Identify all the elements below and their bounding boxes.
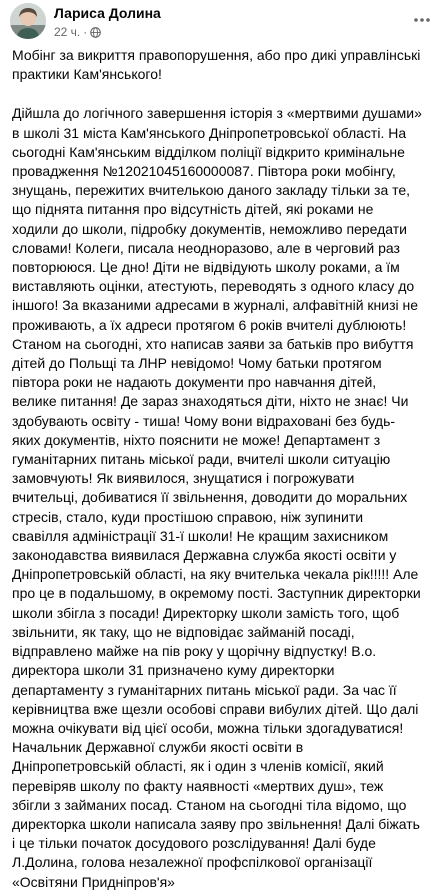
post-main-text: Дійшла до логічного завершення історія з «мертвими душами» в школі 31 міста Кам'янського Дніпропетровської області. На сьогодні Кам'янським відділком поліції відкрито кримінальне провадження №12021045160000087. Півтора роки мобінгу, знущань, пережитих вчителькою даного закладу тільки за те, що піднята питання про відсутність дітей, які роками не ходили до школи, підробку документів, неможливо передати словами! Колеги, писала неодноразово, але в черговий раз повторююся. Це дно! Діти не відвідують школу роками, а їм виставляють оцінки, атестують, переводять з одного класу до іншого! За вказаними адресами в журналі, алфавітній книзі не проживають, а їх адреси протягом 6 років вчителі дублюють! Станом на сьогодні, хто написав заяви за батьків про вибуття дітей до Польщі та ЛНР невідомо! Чому батьки протягом півтора роки не надають документи про навчання дітей, велике питання! Де зараз знаходяться діти, ніхто не знає! Чи здобувають освіту - тиша! Чому вони відраховані без будь-яких документів, ніхто пояснити не може! Департамент з гуманітарних питань міської ради, вчителі школи ситуацію замовчують! Як виявилося, знущатися і погрожувати вчительці, добиватися її звільнення, доводити до моральних стресів, стало, куди простішою справою, ніж зупинити свавілля адміністрації 31-ї школи! Не кращим захисником законодавства виявилася Державна служба якості освіти у Дніпропетровській області, на яку вчителька чекала рік!!!!! Але про це в подальшому, в окремому пості. Заступник директорки школи збігла з посади! Директорку школи замість того, щоб звільнити, як таку, що не відповідає займаній посаді, відправлено майже на пів року у щорічну відпустку! В.о. директора школи 31 призначено куму директорки департаменту з гуманітарних питань міської ради. За час її керівництва вже щезли особові справи вибулих дітей. Що далі можна очікувати від цієї особи, можна тільки здогадуватися! Начальник Державної служби якості освіти в Дніпропетровській області, як і один з членів комісії, який перевіряв школу по факту наявності «мертвих душ», теж збігли з займаних посад. Станом на сьогодні тіла відомо, що директорка школи написала заяву про звільнення! Далі біжать і це тільки початок досудового розслідування! Далі буде [12,105,422,852]
more-options-icon[interactable] [412,10,432,30]
post-signature: Л.Долина, голова незалежної профспілкової організації «Освітяни Придніпров'я» [12,854,373,890]
post-body [12,46,422,892]
avatar-photo-icon [10,3,46,39]
post-meta [54,25,101,39]
post-text [12,104,422,891]
post-time[interactable]: 22 ч. [54,25,81,39]
meta-separator: · [83,25,88,39]
globe-icon[interactable] [90,27,101,38]
author-avatar[interactable] [10,3,46,39]
post-header [0,0,444,46]
author-name[interactable]: Лариса Долина [54,5,161,21]
post-title: Мобінг за викриття правопорушення, або про дикі управлінські практики Кам'янського! [12,47,421,83]
